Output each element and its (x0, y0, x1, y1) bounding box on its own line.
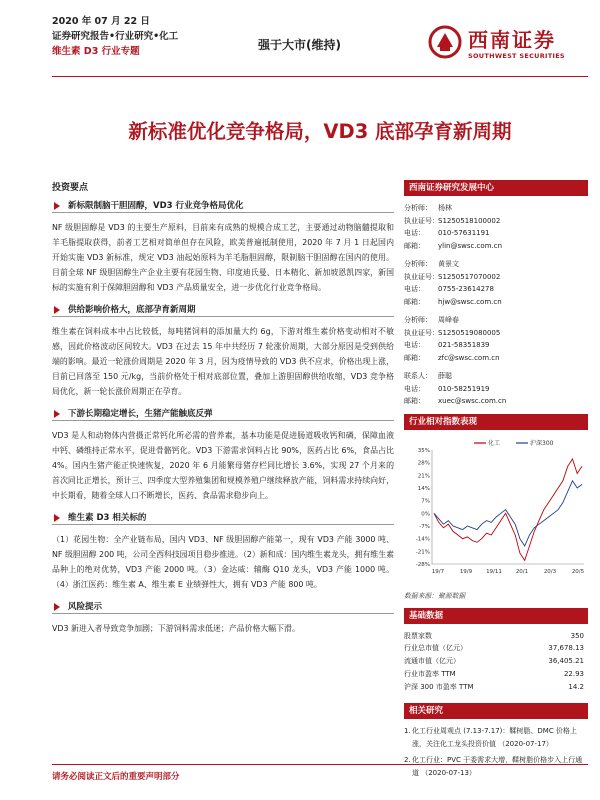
logo-text-en: SOUTHWEST SECURITIES (468, 52, 565, 60)
analyst-row: 分析师： 杨林 (404, 204, 452, 212)
chart-y-tick-label: 14% (417, 485, 430, 492)
chart-x-tick-label: 20/3 (543, 568, 557, 575)
chart-legend-label: 化工 (488, 439, 501, 447)
table-row: 行业市盈率 TTM 22.93 (404, 669, 584, 678)
analyst-card (404, 314, 588, 364)
block-heading: 下游长期稳定增长，生猪产能触底反弹 (52, 407, 394, 421)
footer-divider (52, 764, 588, 765)
block-paragraph: 维生素在饲料成本中占比较低，每吨猪饲料的添加量大约 6g，下游对维生素价格变动相对不敏感，因此价格波动区间较大。VD3 在过去 15 年中共经历 7 轮涨价周期，大部分原因是受到供给端的影响。最近一轮涨价周期是 2020 年 3 月，因为疫情导致的 VD3 供不应求，价格出现上涨，目前已回落至 150 元/kg，当前价格处于相对底部位置，叠加上游胆固醇供给收缩，VD3 竞争格局优化，新一轮长涨价周期正在孕育。 (52, 327, 394, 396)
related-research-list (404, 725, 588, 780)
analyst-row: 执业证号：S1250519080005 (404, 328, 501, 337)
logo-text-cn: 西南证券 (468, 28, 556, 52)
investment-summary (52, 180, 394, 644)
related-research-item[interactable]: 2. 化工行业：PVC 干委需求大增，鞣树脂价格步入上行通道 （2020-07-13） (404, 756, 583, 778)
chart-y-tick-label: -21% (415, 548, 430, 555)
block-heading: 新标限制脑干胆固醇，VD3 行业竞争格局优化 (52, 199, 394, 213)
basic-data-heading: 基础数据 (404, 608, 588, 624)
company-logo (428, 22, 588, 70)
report-title: 新标准优化竞争格局，VD3 底部孕育新周期 (128, 120, 512, 143)
block-paragraph: VD3 新进入者导致竞争加剧；下游饲料需求低迷；产品价格大幅下滑。 (52, 624, 300, 633)
triangle-bullet-icon (54, 306, 60, 314)
summary-block (52, 407, 394, 503)
sidebar (404, 180, 588, 783)
chart-series-line (434, 480, 582, 545)
chart-x-tick-label: 20/1 (515, 568, 529, 575)
analyst-card (404, 202, 588, 252)
analyst-row: 电话： 010-57631191 (404, 229, 490, 237)
triangle-bullet-icon (54, 202, 60, 210)
chart-x-tick-label: 19/7 (431, 568, 445, 575)
summary-block (52, 303, 394, 399)
chart-heading: 行业相对指数表现 (404, 414, 588, 430)
chart-y-tick-label: 7% (421, 498, 430, 505)
section-heading: 投资要点 (52, 183, 89, 193)
block-heading: 维生素 D3 相关标的 (52, 511, 394, 525)
contact-card (404, 370, 588, 408)
relative-index-chart (404, 436, 588, 584)
chart-y-tick-label: -14% (415, 536, 430, 543)
analyst-row: 电话： 010-58251919 (404, 384, 490, 393)
header-meta (52, 14, 178, 59)
report-date: 2020 年 07 月 22 日 (52, 16, 150, 27)
block-heading: 供给影响价格大，底部孕育新周期 (52, 303, 394, 317)
chart-y-tick-label: 35% (417, 447, 430, 454)
chart-y-tick-label: -7% (419, 523, 430, 530)
team-heading: 西南证券研究发展中心 (404, 180, 588, 196)
footer-disclaimer: 请务必阅读正文后的重要声明部分 (52, 772, 180, 782)
triangle-bullet-icon (54, 603, 60, 611)
analyst-email[interactable]: 邮箱： ylin@swsc.com.cn (404, 241, 503, 250)
chart-y-tick-label: 0% (421, 510, 430, 517)
block-paragraph: NF 级胆固醇是 VD3 的主要生产原料，目前来有成熟的规模合成工艺，主要通过动物脑髓提取和羊毛脂提取获得，前者工艺相对简单但存在风险，欧美普遍抵制使用，2020 年 7 月 1 日起国内开始实施 VD3 新标准，规定 VD3 油起始原料为羊毛脂胆固醇，限制脑干胆固醇在国内的使用。目前全球 NF 级胆固醇生产企业主要有花园生物、印度迪氏曼、日本精化、新加坡恩凯四家，新国标的实施有利于保障胆固醇和 VD3 产品质量安全，进一步优化行业竞争格局。 (52, 223, 394, 292)
chart-y-tick-label: 21% (417, 472, 430, 479)
table-row: 流通市值（亿元） 36,405.21 (404, 657, 584, 666)
chart-x-tick-label: 19/11 (486, 568, 502, 575)
header-divider (52, 76, 588, 77)
relative-index-chart-svg (404, 436, 588, 584)
block-heading: 风险提示 (52, 600, 394, 614)
chart-series-line (434, 459, 582, 560)
logo-mark-icon (428, 25, 462, 59)
block-paragraph: VD3 是人和动物体内营摄正常钙化所必需的营养素，基本功能是促进肠道吸收钙和磷，保障血液中钙、磷维持正常水平，促进骨骼钙化。VD3 下游需求饲料占比 90%，医药占比 6%，食品占比 4%。国内生猪产能正快速恢复，2020 年 6 月能繁母猪存栏同比增长 3.6%，实现 27 个月来的首次同比正增长，预计三、四季度大型养殖集团和规模养殖户继续释放产能，饲料需求持续向好，中长期看，随着全球人口不断增长，医药、食品需求稳步向上。 (52, 431, 394, 500)
analyst-row: 电话： 0755-23614278 (404, 285, 494, 293)
analyst-email[interactable]: 邮箱： hjw@swsc.com.cn (404, 297, 502, 306)
related-research-item[interactable]: 1. 化工行业周观点 (7.13-7.17)：鞣树脂、DMC 价格上涨，关注化工龙头投资价值 （2020-07-17） (404, 727, 577, 749)
chart-x-tick-label: 20/5 (571, 568, 585, 575)
analyst-card (404, 258, 588, 308)
chart-legend-label: 沪深300 (530, 439, 554, 447)
summary-block (52, 511, 394, 592)
analyst-email[interactable]: 邮箱： zfc@swsc.com.cn (404, 353, 500, 362)
chart-x-tick-label: 19/9 (459, 568, 473, 575)
analyst-row: 执业证号：S1250518100002 (404, 216, 501, 225)
basic-data-table (404, 630, 588, 694)
chart-y-tick-label: 28% (417, 460, 430, 467)
analyst-email[interactable]: 邮箱： xuec@swsc.com.cn (404, 397, 507, 405)
summary-block (52, 199, 394, 295)
table-row: 行业总市值（亿元） 37,678.13 (404, 644, 584, 653)
analyst-row: 分析师： 周峰春 (404, 316, 459, 324)
triangle-bullet-icon (54, 410, 60, 418)
analyst-row: 联系人： 薛聪 (404, 372, 452, 380)
report-category: 证券研究报告•行业研究•化工 (52, 31, 179, 42)
related-research-heading: 相关研究 (404, 703, 588, 719)
table-row: 沪深 300 市盈率 TTM 14.2 (404, 682, 584, 691)
industry-rating: 强于大市(维持) (258, 38, 341, 52)
analyst-row: 电话： 021-58351839 (404, 341, 490, 349)
block-paragraph: （1）花园生物：全产业链布局，国内 VD3、NF 级胆固醇产能第一，现有 VD3 产能 3000 吨、NF 级胆固醇 200 吨，公司全西科技园项目稳步推进。（2）新和成：国内维生素龙头，拥有维生素品种上的绝对优势，VD3 产能 2000 吨。（3）金达威：辅酶 Q10 龙头，VD3 产能 1000 吨。（4）浙江医药：维生素 A、维生素 E 业绩弹性大，拥有 VD3 产能 800 吨。 (52, 535, 394, 589)
report-topic: 维生素 D3 行业专题 (52, 46, 140, 57)
analyst-row: 分析师： 黄景文 (404, 260, 459, 268)
chart-source: 数据来源：聚源数据 (404, 591, 466, 600)
analyst-row: 执业证号：S1250517070002 (404, 272, 501, 281)
summary-block (52, 600, 394, 636)
chart-y-tick-label: -28% (415, 561, 430, 568)
triangle-bullet-icon (54, 514, 60, 522)
table-row: 股票家数 350 (404, 631, 584, 640)
